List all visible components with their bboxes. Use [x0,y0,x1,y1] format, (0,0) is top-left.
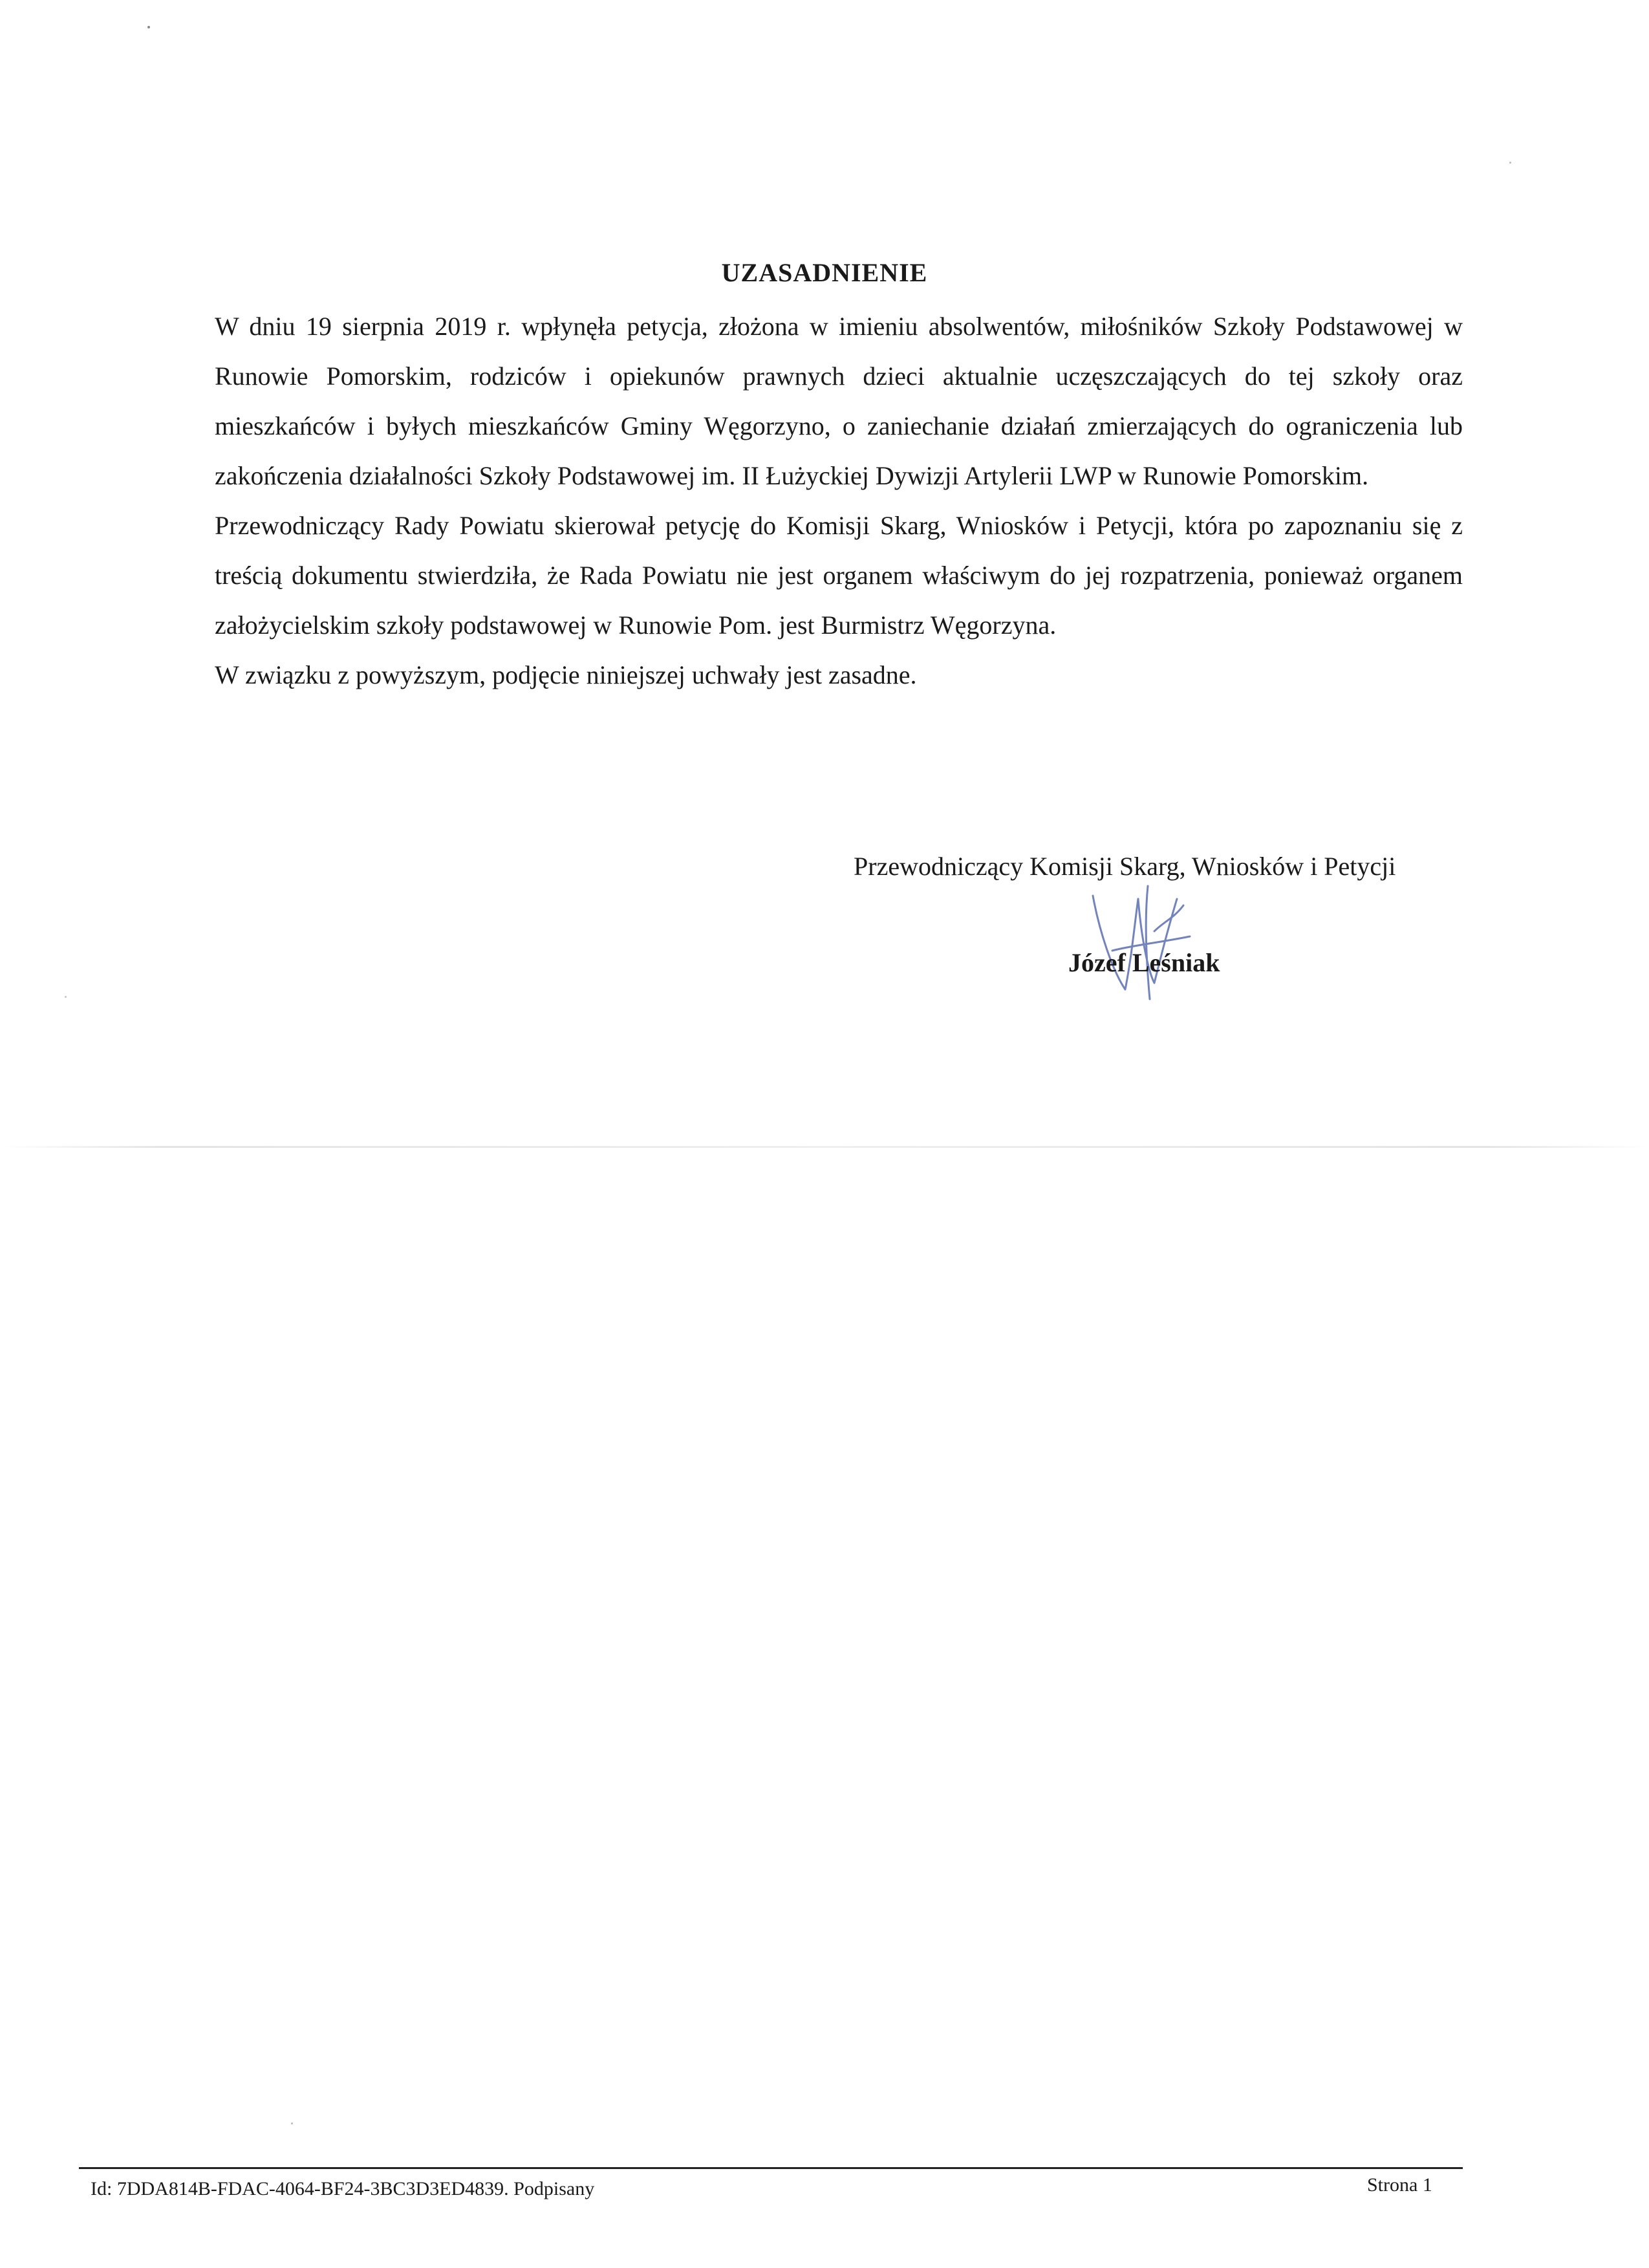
page-number: Strona 1 [1367,2174,1432,2196]
scan-speck [147,26,150,28]
handwritten-signature [1073,860,1216,1009]
footer-divider [79,2167,1463,2169]
document-heading: UZASADNIENIE [721,258,928,287]
scan-speck [291,2122,293,2124]
signatory-name: Józef Leśniak [1068,948,1220,977]
paragraph-conclusion: W związku z powyższym, podjęcie niniejszej uchwały jest zasadne. [215,660,917,689]
scan-speck [65,996,67,998]
signatory-title: Przewodniczący Komisji Skarg, Wniosków i Petycji [854,852,1396,881]
paragraph-petition: W dniu 19 sierpnia 2019 r. wpłynęła petycja, złożona w imieniu absolwentów, miłośników Szkoły Podstawowej w Runowie Pomorskim, rodziców i opiekunów prawnych dzieci aktualnie uczęszczających do tej szkoły oraz mieszkańców i byłych mieszkańców Gminy Węgorzyno, o zaniechanie działań zmierzających do ograniczenia lub zakończenia działalności Szkoły Podstawowej im. II Łużyckiej Dywizji Artylerii LWP w Runowie Pomorskim. [215,312,1463,490]
scan-speck [1509,162,1511,164]
document-body [215,301,1463,700]
paper-fold-line [0,1146,1649,1148]
paragraph-referral: Przewodniczący Rady Powiatu skierował petycję do Komisji Skarg, Wniosków i Petycji, która po zapoznaniu się z treścią dokumentu stwierdziła, że Rada Powiatu nie jest organem właściwym do jej rozpatrzenia, ponieważ organem założycielskim szkoły podstawowej w Runowie Pom. jest Burmistrz Węgorzyna. [215,511,1463,640]
document-id: Id: 7DDA814B-FDAC-4064-BF24-3BC3D3ED4839. Podpisany [91,2178,595,2199]
